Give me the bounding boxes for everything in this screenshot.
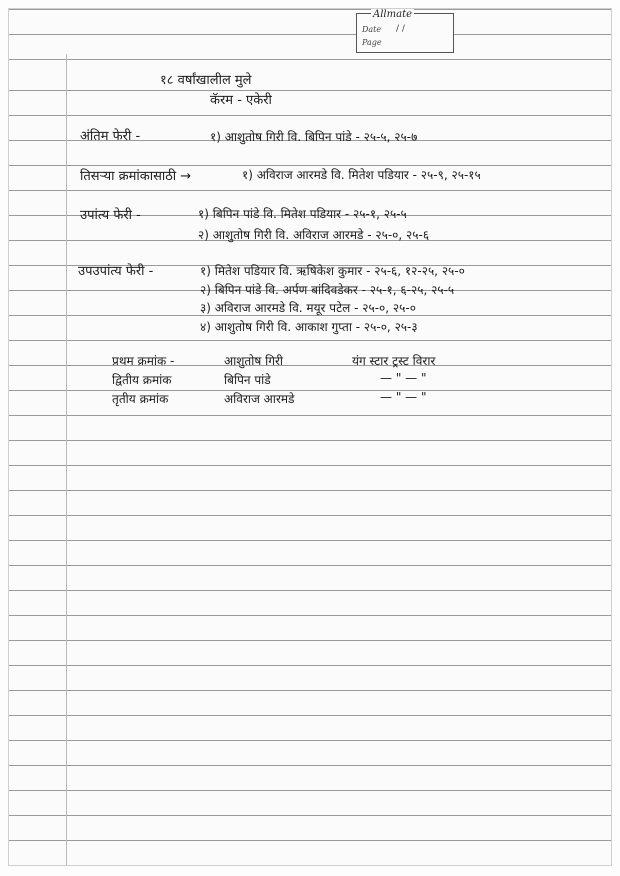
- result-club-1: यंग स्टार ट्रस्ट विरार: [352, 354, 436, 368]
- final-match-1: १) आशुतोष गिरी वि. बिपिन पांडे - २५-५, २५-७: [210, 130, 418, 144]
- semi-final-match-2: २) आशुतोष गिरी वि. अविराज आरमडे - २५-०, २५-६: [198, 228, 430, 242]
- semi-final-label: उपांत्य फेरी -: [80, 208, 141, 223]
- result-rank-1: प्रथम क्रमांक -: [112, 354, 175, 368]
- result-rank-3: तृतीय क्रमांक: [112, 392, 169, 406]
- result-club-3: — " — ": [380, 390, 427, 404]
- date-label: Date: [362, 25, 382, 34]
- notebook-brand: Allmate: [373, 9, 412, 20]
- quarter-final-match-4: ४) आशुतोष गिरी वि. आकाश गुप्ता - २५-०, २५-३: [200, 320, 418, 334]
- page-label: Page: [362, 38, 382, 47]
- heading-line2: कॅरम - एकेरी: [210, 93, 272, 108]
- result-club-2: — " — ": [380, 371, 427, 385]
- margin-line: [66, 54, 67, 865]
- result-name-3: अविराज आरमडे: [224, 392, 295, 406]
- final-round-label: अंतिम फेरी -: [80, 129, 141, 144]
- quarter-final-match-3: ३) अविराज आरमडे वि. मयूर पटेल - २५-०, २५-०: [200, 301, 416, 315]
- quarter-final-label: उपउपांत्य फेरी -: [78, 264, 154, 279]
- result-name-2: बिपिन पांडे: [224, 373, 271, 387]
- result-name-1: आशुतोष गिरी: [224, 354, 284, 368]
- quarter-final-match-1: १) मितेश पडियार वि. ऋषिकेश कुमार - २५-६, १२-२५, २५-०: [200, 264, 465, 278]
- heading-line1: १८ वर्षांखालील मुले: [160, 73, 252, 88]
- date-value: / /: [396, 24, 405, 34]
- third-place-match-1: १) अविराज आरमडे वि. मितेश पडियार - २५-९, २५-१५: [242, 168, 481, 182]
- third-place-label: तिसऱ्या क्रमांकासाठी →: [80, 169, 192, 184]
- semi-final-match-1: १) बिपिन पांडे वि. मितेश पडियार - २५-१, २५-५: [198, 207, 407, 221]
- result-rank-2: द्वितीय क्रमांक: [112, 373, 172, 387]
- quarter-final-match-2: २) बिपिन पांडे वि. अर्पण बांदिवडेकर - २५-१, ६-२५, २५-५: [200, 283, 455, 297]
